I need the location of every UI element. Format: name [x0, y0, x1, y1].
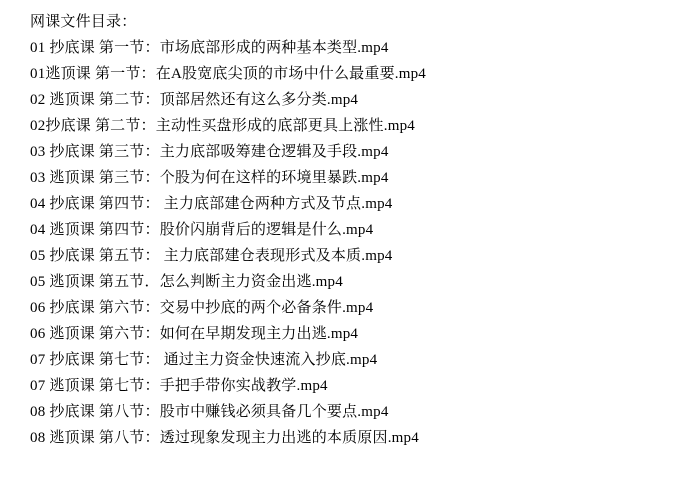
list-item: 03 抄底课 第三节：主力底部吸筹建仓逻辑及手段.mp4 — [30, 144, 389, 160]
list-item: 07 抄底课 第七节： 通过主力资金快速流入抄底.mp4 — [30, 352, 378, 368]
list-item: 03 逃顶课 第三节：个股为何在这样的环境里暴跌.mp4 — [30, 170, 389, 186]
list-item: 05 抄底课 第五节： 主力底部建仓表现形式及本质.mp4 — [30, 248, 393, 264]
list-item: 01 抄底课 第一节：市场底部形成的两种基本类型.mp4 — [30, 40, 389, 56]
list-item: 07 逃顶课 第七节：手把手带你实战教学.mp4 — [30, 378, 328, 394]
list-item: 01逃顶课 第一节：在A股宽底尖顶的市场中什么最重要.mp4 — [30, 66, 427, 82]
list-item: 02抄底课 第二节：主动性买盘形成的底部更具上涨性.mp4 — [30, 118, 415, 134]
list-item: 04 逃顶课 第四节：股价闪崩背后的逻辑是什么.mp4 — [30, 222, 374, 238]
list-item: 05 逃顶课 第五节．怎么判断主力资金出逃.mp4 — [30, 274, 343, 290]
list-item: 06 抄底课 第六节：交易中抄底的两个必备条件.mp4 — [30, 300, 374, 316]
list-item: 08 逃顶课 第八节：透过现象发现主力出逃的本质原因.mp4 — [30, 430, 419, 446]
file-list — [30, 35, 680, 451]
list-item: 02 逃顶课 第二节：顶部居然还有这么多分类.mp4 — [30, 92, 359, 108]
page-title: 网课文件目录： — [30, 14, 137, 30]
list-item: 06 逃顶课 第六节：如何在早期发现主力出逃.mp4 — [30, 326, 359, 342]
list-item: 04 抄底课 第四节： 主力底部建仓两种方式及节点.mp4 — [30, 196, 393, 212]
list-item: 08 抄底课 第八节：股市中赚钱必须具备几个要点.mp4 — [30, 404, 389, 420]
